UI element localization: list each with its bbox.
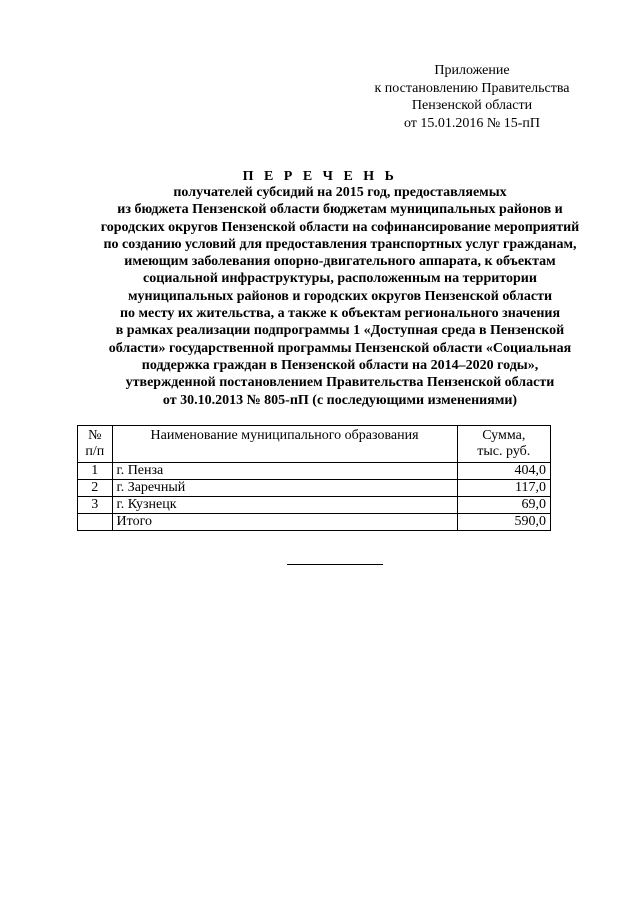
row-sum: 404,0 bbox=[457, 463, 550, 480]
table-total-row bbox=[78, 514, 551, 531]
appendix-line: Приложение bbox=[434, 63, 510, 78]
row-num: 3 bbox=[78, 497, 113, 514]
appendix-block bbox=[340, 62, 604, 132]
subtitle-line: поддержка граждан в Пензенской области на 2014–2020 годы», bbox=[141, 357, 539, 373]
appendix-line: от 15.01.2016 № 15-пП bbox=[403, 115, 541, 131]
header-num-text: № п/п bbox=[85, 428, 105, 459]
table-row bbox=[78, 497, 551, 514]
header-name: Наименование муниципального образования bbox=[112, 426, 457, 463]
appendix-line: к постановлению Правительства bbox=[374, 80, 570, 96]
subtitle-line: в рамках реализации подпрограммы 1 «Доступная среда в Пензенской bbox=[115, 323, 565, 339]
row-name: г. Пенза bbox=[112, 463, 457, 480]
subtitle-line: из бюджета Пензенской области бюджетам муниципальных районов и bbox=[117, 202, 563, 218]
subtitle-line: муниципальных районов и городских округов Пензенской области bbox=[127, 288, 553, 304]
total-sum: 590,0 bbox=[457, 514, 550, 531]
header-num bbox=[78, 426, 113, 463]
header-sum bbox=[457, 426, 550, 463]
recipients-table bbox=[77, 425, 551, 531]
subtitle-line: области» государственной программы Пензенской области «Социальная bbox=[108, 340, 572, 356]
table-row bbox=[78, 463, 551, 480]
subtitle-line: по созданию условий для предоставления транспортных услуг гражданам, bbox=[103, 236, 577, 252]
row-sum: 69,0 bbox=[457, 497, 550, 514]
subtitle-line: имеющим заболевания опорно-двигательного аппарата, к объектам bbox=[124, 254, 556, 270]
subtitle-line: социальной инфраструктуры, расположенным на территории bbox=[143, 271, 537, 287]
row-sum: 117,0 bbox=[457, 480, 550, 497]
document-title: П Е Р Е Ч Е Н Ь bbox=[242, 169, 398, 184]
row-name: г. Кузнецк bbox=[112, 497, 457, 514]
subtitle-line: по месту их жительства, а также к объектам регионального значения bbox=[119, 306, 561, 322]
total-label: Итого bbox=[112, 514, 457, 531]
row-num: 2 bbox=[78, 480, 113, 497]
appendix-line: Пензенской области bbox=[411, 98, 533, 113]
subtitle-line: городских округов Пензенской области на софинансирование мероприятий bbox=[100, 219, 580, 235]
subtitle-line: от 30.10.2013 № 805-пП (с последующими изменениями) bbox=[162, 392, 518, 408]
row-name: г. Заречный bbox=[112, 480, 457, 497]
table-row bbox=[78, 480, 551, 497]
document-subtitle bbox=[40, 184, 640, 409]
subtitle-line: получателей субсидий на 2015 год, предоставляемых bbox=[173, 185, 507, 200]
table-header-row bbox=[78, 426, 551, 463]
header-sum-text: Сумма, тыс. руб. bbox=[477, 428, 531, 459]
row-num: 1 bbox=[78, 463, 113, 480]
subtitle-line: утвержденной постановлением Правительства Пензенской области bbox=[125, 375, 555, 391]
end-divider bbox=[287, 564, 383, 565]
total-num bbox=[78, 514, 113, 531]
